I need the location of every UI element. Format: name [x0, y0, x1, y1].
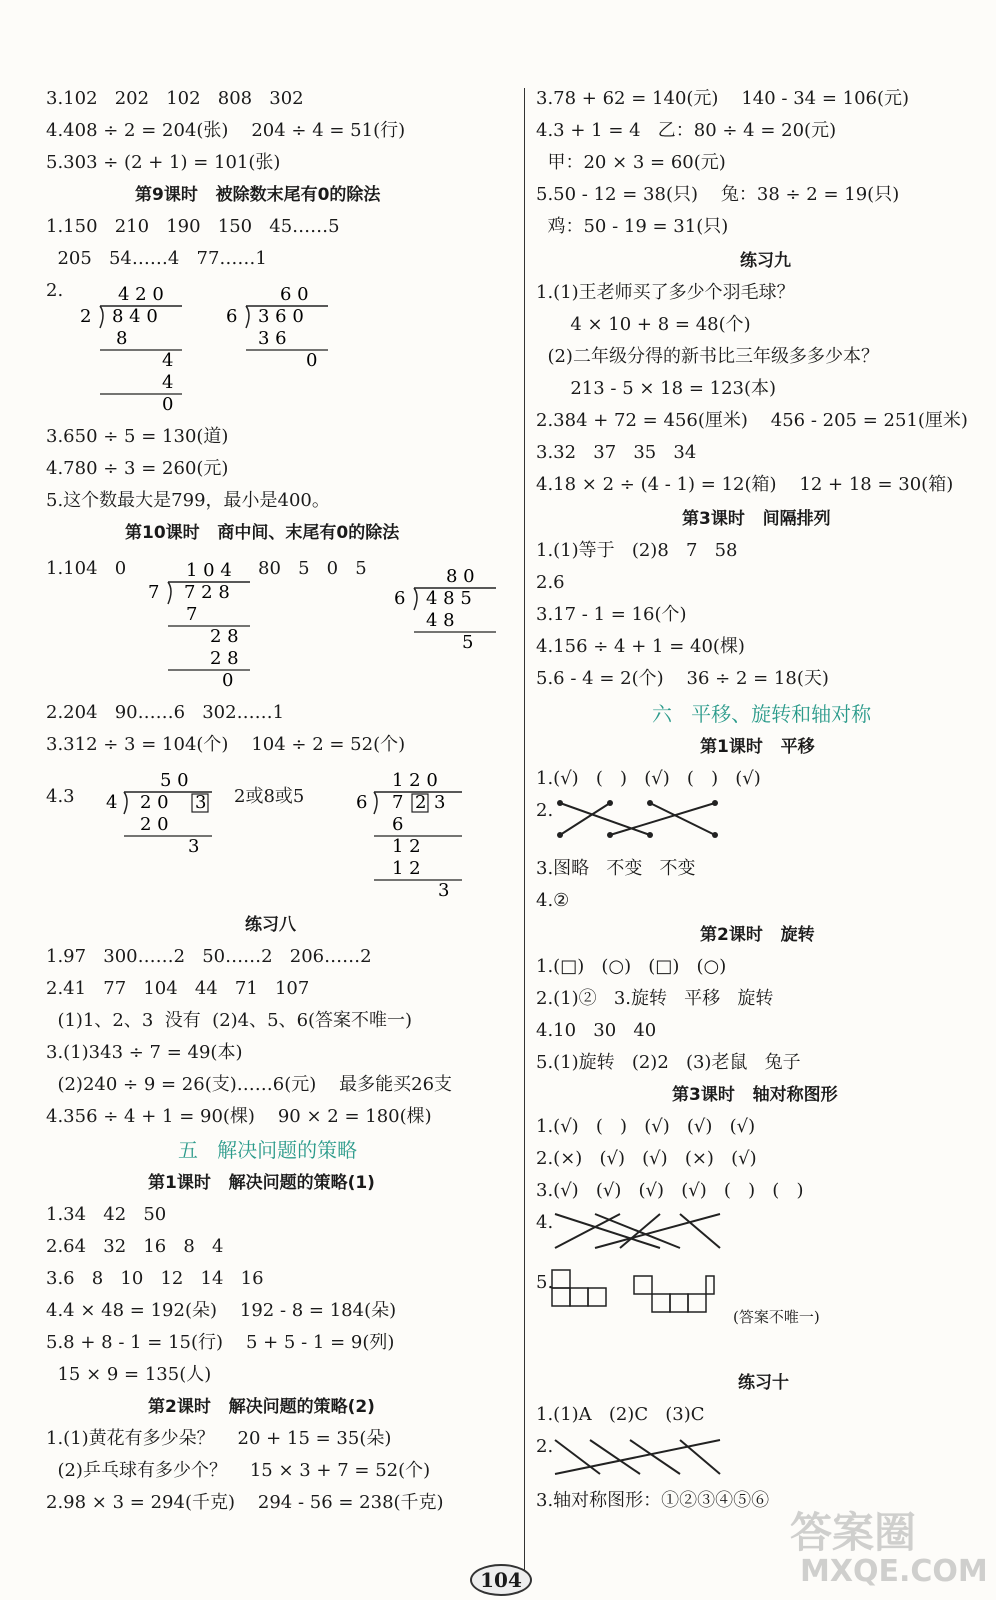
answer-line: 3.102 202 102 808 302 — [46, 88, 304, 109]
lesson-heading: 第2课时 旋转 — [700, 925, 815, 945]
dividend: 8 4 0 — [112, 306, 158, 327]
step: 3 6 — [258, 328, 287, 349]
step: 2 8 — [210, 648, 239, 669]
answer-line: 5.303 ÷ (2 + 1) = 101(张) — [46, 152, 281, 173]
answer-line: 1.(1)黄花有多少朵？ 20 + 15 = 35(朵) — [46, 1428, 392, 1449]
divisor: 7 — [148, 582, 160, 603]
lesson-heading: 第3课时 间隔排列 — [682, 509, 831, 529]
answer-line: 4.4 × 48 = 192(朵) 192 - 8 = 184(朵) — [46, 1300, 397, 1321]
quotient: 8 0 — [446, 566, 475, 587]
answer-line: 3.图略 不变 不变 — [536, 858, 696, 879]
dividend: 2 0 — [140, 792, 169, 813]
exercise-heading: 练习十 — [738, 1373, 789, 1393]
answer-line: 3.650 ÷ 5 = 130(道) — [46, 426, 229, 447]
answer-line: 1.150 210 190 150 45……5 — [46, 216, 340, 237]
answer-line: 205 54……4 77……1 — [46, 248, 267, 269]
answer-line: 5.这个数最大是799，最小是400。 — [46, 490, 330, 511]
answer-line: 4.408 ÷ 2 = 204(张) 204 ÷ 4 = 51(行) — [46, 120, 406, 141]
answer-line: 213 - 5 × 18 = 123(本) — [536, 378, 777, 399]
lesson-heading: 第1课时 平移 — [700, 737, 815, 757]
step: 1 2 — [392, 836, 421, 857]
symmetry-matching-lines — [550, 1206, 730, 1256]
answer-line: 2.98 × 3 = 294(千克) 294 - 56 = 238(千克) — [46, 1492, 444, 1513]
answer-line: 1.104 0 — [46, 558, 127, 579]
long-division-7box3 — [350, 766, 470, 906]
remainder: 0 — [222, 670, 234, 691]
dividend: 3 6 0 — [258, 306, 304, 327]
divisor: 6 — [394, 588, 406, 609]
quotient: 1 0 4 — [186, 560, 232, 581]
answer-line: 1.(1)等于 (2)8 7 58 — [536, 540, 738, 561]
lesson-heading: 第3课时 轴对称图形 — [672, 1085, 838, 1105]
answer-line: 5.(1)旋转 (2)2 (3)老鼠 兔子 — [536, 1052, 801, 1073]
answer-line: 2.(1)② 3.旋转 平移 旋转 — [536, 988, 774, 1009]
remainder: 0 — [306, 350, 318, 371]
step: 2 0 — [140, 814, 169, 835]
answer-line: (2)乒乓球有多少个？ 15 × 3 + 7 = 52(个) — [46, 1460, 431, 1481]
exercise-heading: 练习八 — [245, 915, 296, 935]
answer-line: 4.3 — [46, 786, 75, 807]
question-number: 2. — [46, 280, 64, 301]
answer-line: 4.780 ÷ 3 = 260(元) — [46, 458, 229, 479]
answer-line: 2.41 77 104 44 71 107 — [46, 978, 310, 999]
step: 7 — [186, 604, 198, 625]
note-text: (答案不唯一) — [733, 1308, 820, 1326]
answer-line: 1.(1)A (2)C (3)C — [536, 1404, 705, 1425]
answer-line: 2.204 90……6 302……1 — [46, 702, 285, 723]
answer-line: 3.轴对称图形：①②③④⑤⑥ — [536, 1490, 770, 1511]
answer-line: 4.156 ÷ 4 + 1 = 40(棵) — [536, 636, 745, 657]
answer-line: 3.(1)343 ÷ 7 = 49(本) — [46, 1042, 243, 1063]
dividend: 3 — [434, 792, 446, 813]
answer-line: 3.6 8 10 12 14 16 — [46, 1268, 264, 1289]
answer-line: 3.312 ÷ 3 = 104(个) 104 ÷ 2 = 52(个) — [46, 734, 406, 755]
step: 4 — [162, 372, 174, 393]
step: 8 — [116, 328, 128, 349]
dividend: 7 — [392, 792, 404, 813]
answer-line: 3.32 37 35 34 — [536, 442, 697, 463]
answer-line: 3.78 + 62 = 140(元) 140 - 34 = 106(元) — [536, 88, 910, 109]
long-division-485 — [386, 562, 506, 662]
answer-line: 1.(√) ( ) (√) ( ) (√) — [536, 768, 761, 789]
remainder: 3 — [188, 836, 200, 857]
lesson-heading: 第2课时 解决问题的策略(2) — [148, 1397, 375, 1417]
quotient: 4 2 0 — [118, 284, 164, 305]
lesson-heading: 第9课时 被除数末尾有0的除法 — [135, 185, 381, 205]
answer-line: 2. — [536, 1436, 554, 1457]
answer-line: 2.(×) (√) (√) (×) (√) — [536, 1148, 757, 1169]
exercise-matching-lines — [550, 1432, 730, 1482]
answer-line: 甲：20 × 3 = 60(元) — [536, 152, 726, 173]
watermark-title: 答案圈 — [790, 1508, 917, 1557]
answer-line: 1.(□) (○) (□) (○) — [536, 956, 727, 977]
long-division-360 — [220, 280, 340, 380]
quotient: 1 2 0 — [392, 770, 438, 791]
watermark-url: MXQE.COM — [800, 1554, 988, 1589]
answer-line: 2.384 + 72 = 456(厘米) 456 - 205 = 251(厘米) — [536, 410, 968, 431]
column-divider — [524, 88, 525, 1578]
remainder: 5 — [462, 632, 474, 653]
answer-line: 5.8 + 8 - 1 = 15(行) 5 + 5 - 1 = 9(列) — [46, 1332, 395, 1353]
answer-line: 1.97 300……2 50……2 206……2 — [46, 946, 372, 967]
exercise-heading: 练习九 — [740, 251, 791, 271]
answer-line: 5.6 - 4 = 2(个) 36 ÷ 2 = 18(天) — [536, 668, 829, 689]
lesson-heading: 第1课时 解决问题的策略(1) — [148, 1173, 375, 1193]
answer-line: (2)240 ÷ 9 = 26(支)……6(元) 最多能买26支 — [46, 1074, 453, 1095]
watermark-logo — [790, 1500, 990, 1595]
section-title: 六 平移、旋转和轴对称 — [652, 702, 872, 726]
answer-line: 4.3 + 1 = 4 乙：80 ÷ 4 = 20(元) — [536, 120, 837, 141]
answer-line: (2)二年级分得的新书比三年级多多少本？ — [536, 346, 879, 367]
blank-digit: 3 — [195, 792, 207, 813]
answer-line: 1.(1)王老师买了多少个羽毛球？ — [536, 282, 795, 303]
grid-shapes-drawing — [550, 1268, 720, 1318]
quotient: 6 0 — [280, 284, 309, 305]
answer-line: 2.64 32 16 8 4 — [46, 1236, 224, 1257]
answer-line: 5.50 - 12 = 38(只) 兔：38 ÷ 2 = 19(只) — [536, 184, 900, 205]
step: 1 2 — [392, 858, 421, 879]
dividend: 7 2 8 — [184, 582, 230, 603]
remainder: 0 — [162, 394, 174, 415]
answer-line: 15 × 9 = 135(人) — [46, 1364, 212, 1385]
answer-line: 3.17 - 1 = 16(个) — [536, 604, 687, 625]
answer-line: 1.(√) ( ) (√) (√) (√) — [536, 1116, 756, 1137]
blank-digit: 2 — [415, 792, 427, 813]
quotient: 5 0 — [160, 770, 189, 791]
section-title: 五 解决问题的策略 — [178, 1138, 358, 1162]
divisor: 4 — [106, 792, 118, 813]
divisor: 2 — [80, 306, 92, 327]
answer-line: 5. — [536, 1272, 554, 1293]
answer-line: 3.(√) (√) (√) (√) ( ) ( ) — [536, 1180, 804, 1201]
answer-line: 4.356 ÷ 4 + 1 = 90(棵) 90 × 2 = 180(棵) — [46, 1106, 432, 1127]
long-division-20box — [100, 766, 220, 866]
step: 4 — [162, 350, 174, 371]
answer-line: (1)1、2、3 没有 (2)4、5、6(答案不唯一) — [46, 1010, 413, 1031]
answer-line: 4.10 30 40 — [536, 1020, 657, 1041]
long-division-728 — [140, 556, 260, 696]
translation-matching-lines — [550, 795, 730, 845]
dividend: 4 8 5 — [426, 588, 472, 609]
step: 6 — [392, 814, 404, 835]
answer-line: 80 5 0 5 — [258, 558, 367, 579]
step: 2 8 — [210, 626, 239, 647]
lesson-heading: 第10课时 商中间、末尾有0的除法 — [125, 523, 400, 543]
divisor: 6 — [356, 792, 368, 813]
answer-line: 鸡：50 - 19 = 31(只) — [536, 216, 729, 237]
answer-line: 4.18 × 2 ÷ (4 - 1) = 12(箱) 12 + 18 = 30(箱) — [536, 474, 954, 495]
answer-line: 4. — [536, 1212, 554, 1233]
remainder: 3 — [438, 880, 450, 901]
answer-line: 2.6 — [536, 572, 565, 593]
answer-line: 2. — [536, 800, 554, 821]
step: 4 8 — [426, 610, 455, 631]
page-number: 104 — [470, 1564, 532, 1596]
answer-line: 1.34 42 50 — [46, 1204, 167, 1225]
answer-line: 4.② — [536, 890, 570, 911]
answer-line: 4 × 10 + 8 = 48(个) — [536, 314, 751, 335]
divisor: 6 — [226, 306, 238, 327]
long-division-840 — [70, 280, 200, 420]
answer-line: 2或8或5 — [234, 786, 305, 807]
